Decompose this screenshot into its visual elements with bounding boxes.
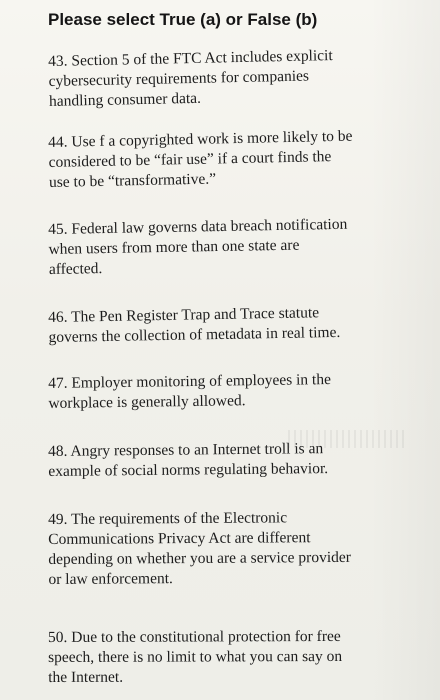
question-48: 48. Angry responses to an Internet troll is an example of social norms regulating behavior. bbox=[48, 440, 329, 480]
question-47: 47. Employer monitoring of employees in the workplace is generally allowed. bbox=[48, 371, 332, 412]
instruction-heading: Please select True (a) or False (b) bbox=[48, 10, 318, 29]
question-45: 45. Federal law governs data breach notification when users from more than one state are affected. bbox=[48, 215, 348, 278]
question-50: 50. Due to the constitutional protection for free speech, there is no limit to what you can say on the Internet. bbox=[48, 627, 343, 686]
question-43: 43. Section 5 of the FTC Act includes explicit cybersecurity requirements for companies handling consumer data. bbox=[48, 47, 333, 110]
question-49: 49. The requirements of the Electronic Communications Privacy Act are different depending on whether you are a service provider or law enforcement. bbox=[48, 509, 351, 588]
question-46: 46. The Pen Register Trap and Trace statute governs the collection of metadata in real time. bbox=[48, 304, 341, 346]
question-44: 44. Use f a copyrighted work is more likely to be considered to be “fair use” if a court finds the use to be “transformative.” bbox=[48, 127, 353, 191]
